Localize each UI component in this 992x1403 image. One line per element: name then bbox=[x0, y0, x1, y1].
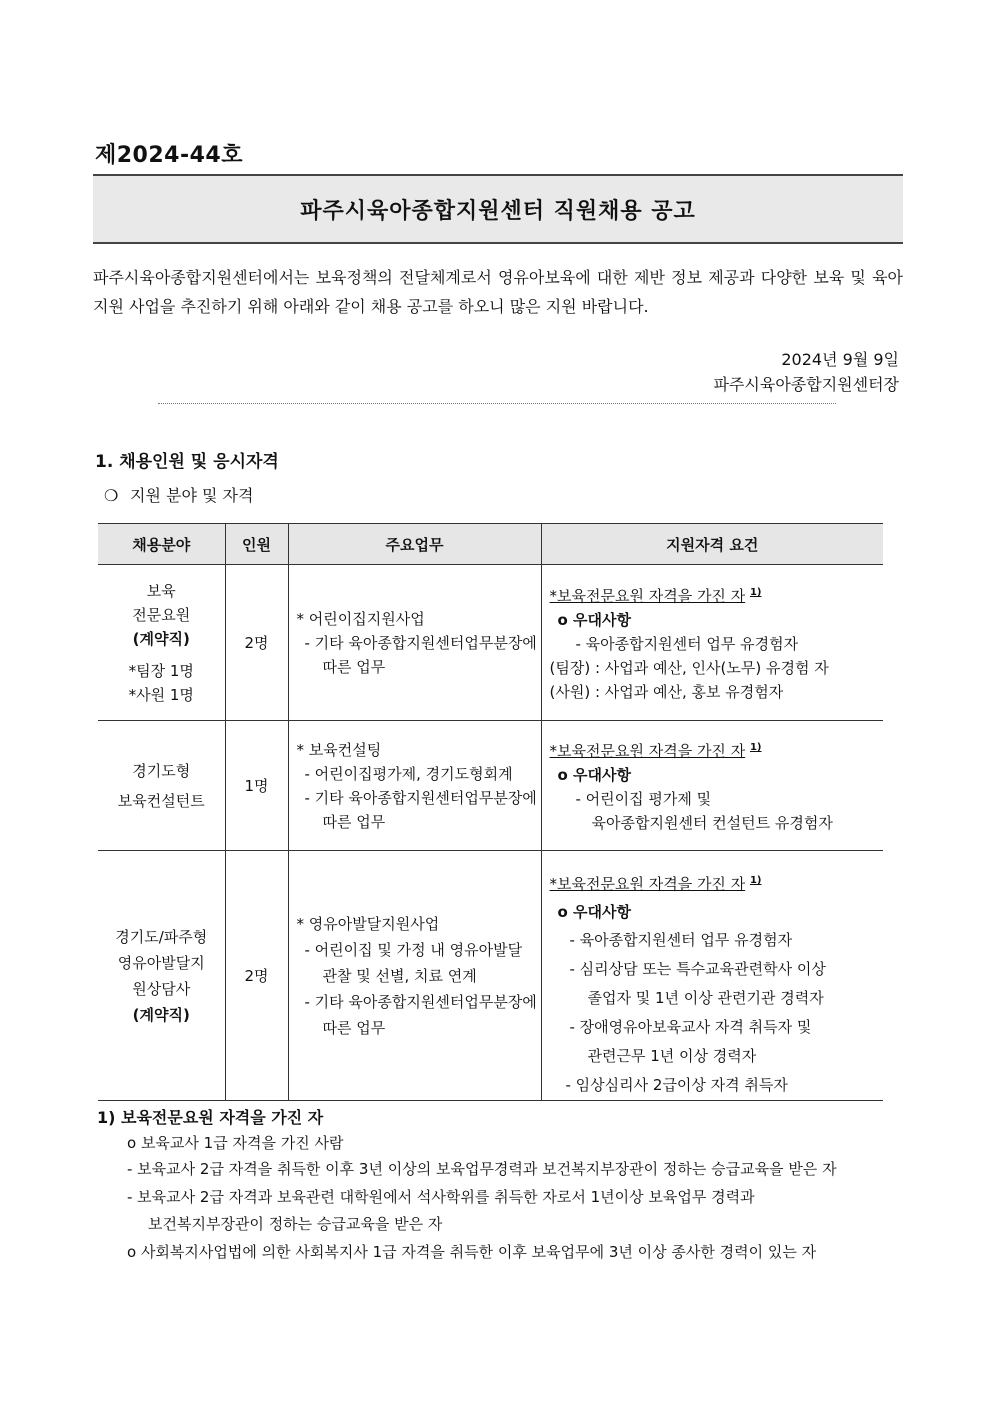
preference-item: (팀장) : 사업과 예산, 인사(노무) 유경험 자 bbox=[549, 659, 829, 677]
requirements-cell bbox=[541, 851, 883, 1101]
section-1-heading: 1. 채용인원 및 응시자격 bbox=[95, 452, 279, 472]
requirement-text: *보육전문요원 자격을 가진 자 bbox=[549, 742, 746, 760]
duty-line: * 보육컨설팅 bbox=[296, 740, 382, 759]
field-line: 전문요원 bbox=[132, 605, 191, 624]
duty-line: 관찰 및 선별, 치료 연계 bbox=[322, 966, 477, 985]
preference-item: - 어린이집 평가제 및 bbox=[575, 790, 712, 808]
count-cell: 1명 bbox=[225, 721, 288, 851]
duty-line: - 기타 육아종합지원센터업무분장에 bbox=[304, 788, 537, 807]
duty-line: - 어린이집 및 가정 내 영유아발달 bbox=[304, 940, 523, 959]
preference-item: 졸업자 및 1년 이상 관련기관 경력자 bbox=[587, 989, 824, 1007]
duty-line: * 어린이집지원사업 bbox=[296, 609, 425, 628]
preference-item: - 임상심리사 2급이상 자격 취득자 bbox=[565, 1076, 788, 1094]
duties-cell bbox=[288, 565, 541, 721]
preference-item: 육아종합지원센터 컨설턴트 유경험자 bbox=[591, 814, 833, 832]
preference-item: 관련근무 1년 이상 경력자 bbox=[587, 1047, 757, 1065]
footnote-line: o 사회복지사업법에 의한 사회복지사 1급 자격을 취득한 이후 보육업무에 3년 이상 종사한 경력이 있는 자 bbox=[127, 1243, 817, 1261]
field-line: 보육 bbox=[146, 581, 176, 600]
duty-line: 따른 업무 bbox=[322, 812, 386, 831]
subheading bbox=[104, 483, 253, 506]
title-banner bbox=[93, 174, 903, 244]
field-line: 보육컨설턴트 bbox=[117, 791, 205, 810]
count-cell: 2명 bbox=[225, 565, 288, 721]
header-requirements: 지원자격 요건 bbox=[541, 524, 883, 565]
subheading-text: 지원 분야 및 자격 bbox=[130, 486, 254, 505]
preference-item: - 심리상담 또는 특수교육관련학사 이상 bbox=[569, 960, 826, 978]
spacer bbox=[98, 651, 225, 659]
requirement-main bbox=[550, 581, 884, 608]
duty-line: 따른 업무 bbox=[322, 657, 386, 676]
header-duties: 주요업무 bbox=[288, 524, 541, 565]
duty-line: - 기타 육아종합지원센터업무분장에 bbox=[304, 633, 537, 652]
preference-item: (사원) : 사업과 예산, 홍보 유경험자 bbox=[549, 683, 784, 701]
table-row bbox=[98, 851, 883, 1101]
circle-bullet-icon: ❍ bbox=[104, 486, 119, 505]
requirement-text: *보육전문요원 자격을 가진 자 bbox=[549, 587, 746, 605]
preference-label: o 우대사항 bbox=[557, 903, 631, 921]
duty-line: 따른 업무 bbox=[322, 1018, 386, 1037]
footnote-ref: 1) bbox=[749, 742, 762, 753]
field-cell bbox=[98, 721, 225, 851]
field-line: 원상담사 bbox=[132, 979, 191, 998]
issuer-name: 파주시육아종합지원센터장 bbox=[713, 375, 899, 394]
footnote-line: 보건복지부장관이 정하는 승급교육을 받은 자 bbox=[148, 1215, 443, 1233]
document-number: 제2024-44호 bbox=[95, 143, 243, 168]
footnote-line: - 보육교사 2급 자격을 취득한 이후 3년 이상의 보육업무경력과 보건복지부장관이 정하는 승급교육을 받은 자 bbox=[127, 1160, 837, 1178]
field-line: 경기도/파주형 bbox=[115, 927, 208, 946]
requirement-main bbox=[550, 867, 884, 898]
table-header-row bbox=[98, 524, 883, 565]
duty-line: - 기타 육아종합지원센터업무분장에 bbox=[304, 992, 537, 1011]
requirement-main bbox=[550, 736, 884, 763]
preference-item: - 장애영유아보육교사 자격 취득자 및 bbox=[569, 1018, 812, 1036]
field-line: *사원 1명 bbox=[128, 685, 194, 704]
duty-line: * 영유아발달지원사업 bbox=[296, 914, 440, 933]
duties-cell bbox=[288, 851, 541, 1101]
duty-line: - 어린이집평가제, 경기도형회계 bbox=[304, 764, 513, 783]
footnote-ref: 1) bbox=[749, 875, 762, 886]
table-row bbox=[98, 565, 883, 721]
dotted-divider bbox=[158, 403, 836, 404]
footnote-ref: 1) bbox=[749, 587, 762, 598]
count-cell: 2명 bbox=[225, 851, 288, 1101]
field-cell bbox=[98, 851, 225, 1101]
field-line: 경기도형 bbox=[132, 761, 191, 780]
footnote-line: - 보육교사 2급 자격과 보육관련 대학원에서 석사학위를 취득한 자로서 1년이상 보육업무 경력과 bbox=[127, 1188, 755, 1206]
requirements-cell bbox=[541, 721, 883, 851]
field-cell bbox=[98, 565, 225, 721]
duties-cell bbox=[288, 721, 541, 851]
field-line: *팀장 1명 bbox=[128, 661, 194, 680]
announcement-date: 2024년 9월 9일 bbox=[781, 350, 899, 369]
contract-label: (계약직) bbox=[132, 629, 190, 648]
recruitment-table bbox=[98, 523, 883, 1101]
preference-item: - 육아종합지원센터 업무 유경험자 bbox=[575, 635, 799, 653]
footnote-title: 1) 보육전문요원 자격을 가진 자 bbox=[97, 1108, 324, 1127]
table-row bbox=[98, 721, 883, 851]
header-count: 인원 bbox=[225, 524, 288, 565]
requirements-cell bbox=[541, 565, 883, 721]
preference-item: - 육아종합지원센터 업무 유경험자 bbox=[569, 931, 793, 949]
contract-label: (계약직) bbox=[132, 1005, 190, 1024]
footnote-line: o 보육교사 1급 자격을 가진 사람 bbox=[127, 1134, 344, 1152]
intro-paragraph: 파주시육아종합지원센터에서는 보육정책의 전달체계로서 영유아보육에 대한 제반 정보 제공과 다양한 보육 및 육아지원 사업을 추진하기 위해 아래와 같이 채용 공고를 하오니 많은 지원 바랍니다. bbox=[93, 268, 903, 316]
preference-label: o 우대사항 bbox=[557, 766, 631, 784]
field-line: 영유아발달지 bbox=[117, 953, 205, 972]
requirement-text: *보육전문요원 자격을 가진 자 bbox=[549, 875, 746, 893]
page-title: 파주시육아종합지원센터 직원채용 공고 bbox=[300, 198, 696, 224]
header-field: 채용분야 bbox=[98, 524, 225, 565]
preference-label: o 우대사항 bbox=[557, 611, 631, 629]
